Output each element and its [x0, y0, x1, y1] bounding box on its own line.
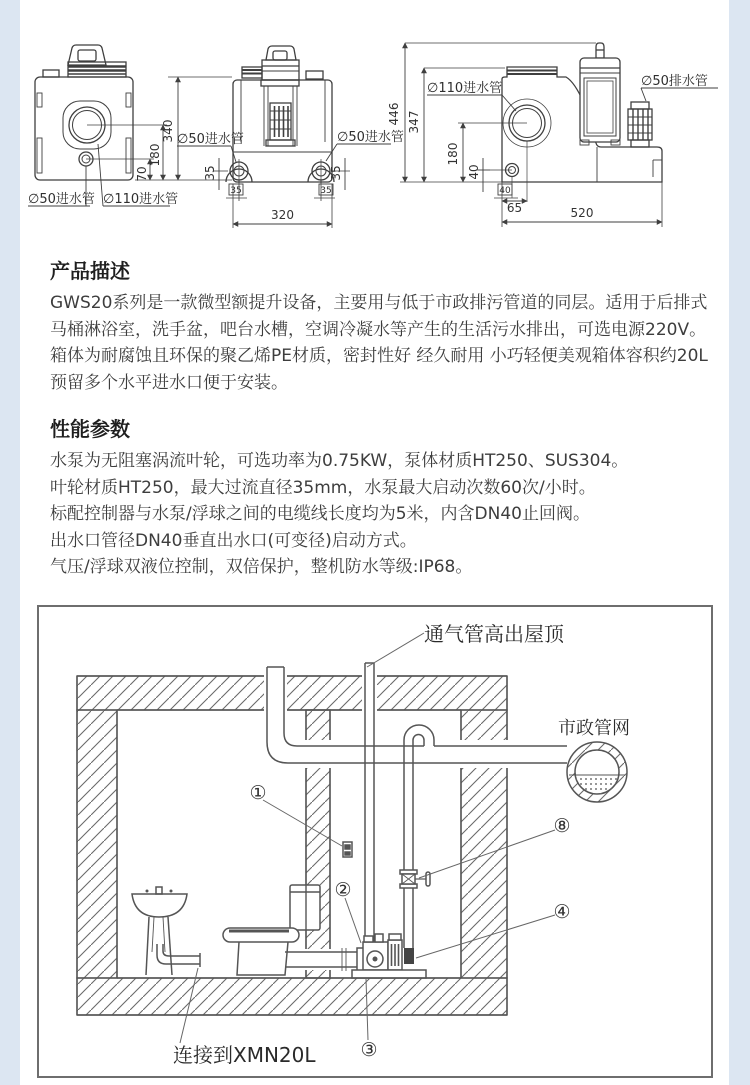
room-outline — [77, 676, 507, 1015]
side-view-dimensions — [387, 73, 708, 220]
dim-35-box-right: 35 — [320, 186, 332, 196]
connect-label: 连接到XMN20L — [173, 1043, 316, 1067]
callout-8: ⑧ — [553, 815, 571, 837]
content-area — [20, 0, 729, 1085]
valve — [400, 870, 430, 888]
parameters-heading: 性能参数 — [50, 417, 130, 441]
control-box — [343, 842, 352, 857]
vent-pipe-label: 通气管高出屋顶 — [424, 622, 564, 646]
description-line: GWS20系列是一款微型额提升设备，主要用与低于市政排污管道的同层。适用于后排式 — [50, 293, 708, 313]
callout-4: ④ — [553, 901, 571, 923]
dim-40-box: 40 — [499, 186, 511, 196]
callout-1: ① — [249, 782, 267, 804]
parameter-line: 标配控制器与水泵/浮球之间的电缆线长度均为5米，内含DN40止回阀。 — [50, 504, 590, 524]
callout-3: ③ — [360, 1039, 378, 1061]
technical-drawings — [0, 0, 750, 250]
inlet50-left-label: ∅50进水管 — [177, 132, 244, 147]
dim-347: 347 — [407, 110, 421, 134]
dim-320: 320 — [271, 208, 294, 222]
parameter-line: 水泵为无阻塞涡流叶轮，可选功率为0.75KW，泵体材质HT250、SUS304。 — [50, 451, 629, 471]
description-line: 预留多个水平进水口便于安装。 — [50, 372, 288, 393]
inlet50-right-label: ∅50进水管 — [337, 130, 404, 145]
cutaway-view-dimensions — [177, 129, 404, 222]
sink — [132, 887, 200, 975]
lifting-pump-unit — [352, 934, 426, 978]
dim-340: 340 — [161, 119, 175, 143]
dim-180-side: 180 — [446, 142, 460, 166]
parameter-line: 叶轮材质HT250，最大过流直径35mm，水泵最大启动次数60次/小时。 — [50, 477, 596, 498]
dim-70: 70 — [135, 166, 149, 182]
parameter-line: 出水口管径DN40垂直出水口(可变径)启动方式。 — [50, 530, 417, 551]
municipal-pipe — [567, 742, 627, 802]
inlet110-label: ∅110进水管 — [103, 192, 179, 207]
installation-diagram — [39, 607, 711, 1076]
outlet50-label: ∅50排水管 — [641, 74, 708, 89]
installation-diagram-box — [37, 605, 713, 1078]
dim-65: 65 — [506, 201, 523, 215]
dim-446: 446 — [387, 102, 401, 126]
parameter-line: 气压/浮球双液位控制，双倍保护，整机防水等级:IP68。 — [50, 557, 473, 577]
discharge-pipe — [404, 725, 434, 948]
dim-520: 520 — [570, 206, 594, 220]
product-description-section — [50, 259, 708, 396]
dim-35-box-left: 35 — [230, 186, 242, 196]
inlet110-side-label: ∅110进水管 — [427, 81, 503, 96]
municipal-network-label: 市政管网 — [558, 718, 630, 739]
dim-35-left: 35 — [203, 165, 217, 181]
callout-2: ② — [334, 879, 352, 901]
description-line: 马桶淋浴室，洗手盆，吧台水槽，空调冷凝水等产生的生活污水排出，可选电源220V。 — [50, 319, 707, 340]
description-line: 箱体为耐腐蚀且环保的聚乙烯PE材质，密封性好 经久耐用 小巧轻便美观箱体容积约20L — [50, 346, 708, 366]
performance-parameters-section — [50, 417, 695, 581]
side-view-drawing — [400, 43, 718, 227]
dim-180: 180 — [148, 143, 162, 167]
dim-35-right: 35 — [329, 165, 343, 181]
dim-40: 40 — [467, 164, 481, 180]
description-heading: 产品描述 — [50, 259, 130, 283]
inlet50-label: ∅50进水管 — [28, 192, 95, 207]
basement-walls — [77, 676, 507, 1015]
front-view-drawing — [28, 45, 232, 206]
